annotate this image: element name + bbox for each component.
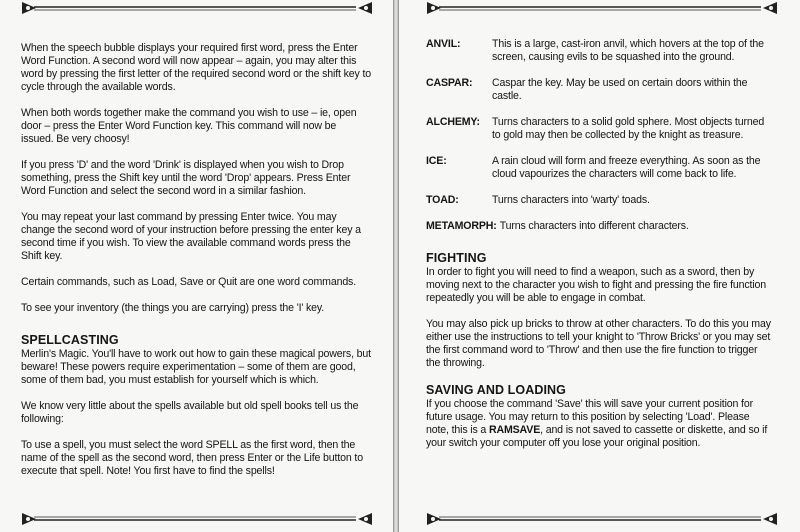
- paragraph: To see your inventory (the things you are carrying) press the 'I' key.: [21, 302, 325, 314]
- fighting-section: [426, 251, 771, 370]
- ornament-bottom-right: [399, 506, 800, 528]
- spell-entry-anvil: [426, 38, 771, 64]
- spell-entry-caspar: [426, 77, 771, 103]
- section-heading-spellcasting: SPELLCASTING: [21, 333, 119, 347]
- ornament-bottom-left: [0, 506, 393, 528]
- section-heading-saving: SAVING AND LOADING: [426, 383, 566, 397]
- left-page-content: [21, 42, 371, 491]
- paragraph: Certain commands, such as Load, Save or Quit are one word commands.: [21, 276, 357, 288]
- paragraph: If you press 'D' and the word 'Drink' is displayed when you wish to Drop something, press the Shift key until the word 'Drop' appears. Press Enter Word Function and select the second word in a similar fashion.: [21, 159, 351, 197]
- spell-description: Turns characters into different characters.: [499, 220, 689, 232]
- spell-entry-metamorph: [426, 220, 771, 233]
- spell-term: METAMORPH:: [426, 220, 497, 232]
- ornament-top-left: [0, 0, 393, 22]
- spell-description: Caspar the key. May be used on certain doors within the castle.: [492, 77, 748, 102]
- spell-description: This is a large, cast-iron anvil, which hovers at the top of the screen, causing evils to be squashed into the ground.: [492, 38, 764, 63]
- paragraph: To use a spell, you must select the word SPELL as the first word, then the name of the spell as the second word, then press Enter or the Life button to execute that spell. Note! You first have to find the spells!: [21, 439, 363, 477]
- paragraph: In order to fight you will need to find a weapon, such as a sword, then by moving next to the character you wish to fight and pressing the fire function repeatedly you will be able to engage in combat.: [426, 266, 767, 304]
- spell-entry-alchemy: [426, 116, 771, 142]
- paragraph: You may also pick up bricks to throw at other characters. To do this you may either use the instructions to tell your knight to 'Throw Bricks' or you may set the first command word to 'Throw' and then use the fire function to trigger the throwing.: [426, 318, 771, 369]
- spell-term: ALCHEMY:: [426, 116, 480, 128]
- spell-term: TOAD:: [426, 194, 459, 206]
- spell-term: ICE:: [426, 155, 447, 167]
- ornament-top-right: [399, 0, 800, 22]
- spell-description: A rain cloud will form and freeze everything. As soon as the cloud vapourizes the characters will come back to life.: [492, 155, 761, 180]
- spell-entry-ice: [426, 155, 771, 181]
- paragraph: You may repeat your last command by pressing Enter twice. You may change the second word of your instruction before pressing the enter key a second time if you wish. To view the available command words press the Shift key.: [21, 211, 361, 262]
- left-page: [0, 0, 394, 532]
- section-heading-fighting: FIGHTING: [426, 251, 487, 265]
- paragraph: We know very little about the spells available but old spell books tell us the following:: [21, 400, 359, 425]
- spell-term: ANVIL:: [426, 38, 461, 50]
- paragraph: When both words together make the command you wish to use – ie, open door – press the Enter Word Function key. This command will now be issued. Be very choosy!: [21, 107, 357, 145]
- ramsave-term: RAMSAVE: [488, 424, 541, 436]
- saving-text-after: , and is not saved to cassette or diskette, and so if your switch your computer off you lose your original position.: [426, 424, 768, 449]
- right-page: [398, 0, 800, 532]
- spell-description: Turns characters to a solid gold sphere. Most objects turned to gold may then be collected by the knight as treasure.: [492, 116, 765, 141]
- spell-description: Turns characters into 'warty' toads.: [492, 194, 650, 206]
- spellcasting-section: [21, 333, 371, 478]
- right-page-content: [426, 38, 771, 463]
- paragraph: When the speech bubble displays your required first word, press the Enter Word Function. A second word will now appear – again, you may alter this word by pressing the first letter of the required second word or the shift key to cycle through the available words.: [21, 42, 371, 93]
- saving-section: [426, 383, 771, 450]
- spell-term: CASPAR:: [426, 77, 473, 89]
- saving-text-before: If you choose the command 'Save' this will save your current position for future usage. You may return to this position by selecting 'Load'. Please note, this is a: [426, 398, 753, 436]
- paragraph: [426, 398, 771, 450]
- spell-entry-toad: [426, 194, 771, 207]
- paragraph: Merlin's Magic. You'll have to work out how to gain these magical powers, but beware! These powers require experimentation – some of them are good, some of them bad, you must establish for yourself which is which.: [21, 348, 371, 386]
